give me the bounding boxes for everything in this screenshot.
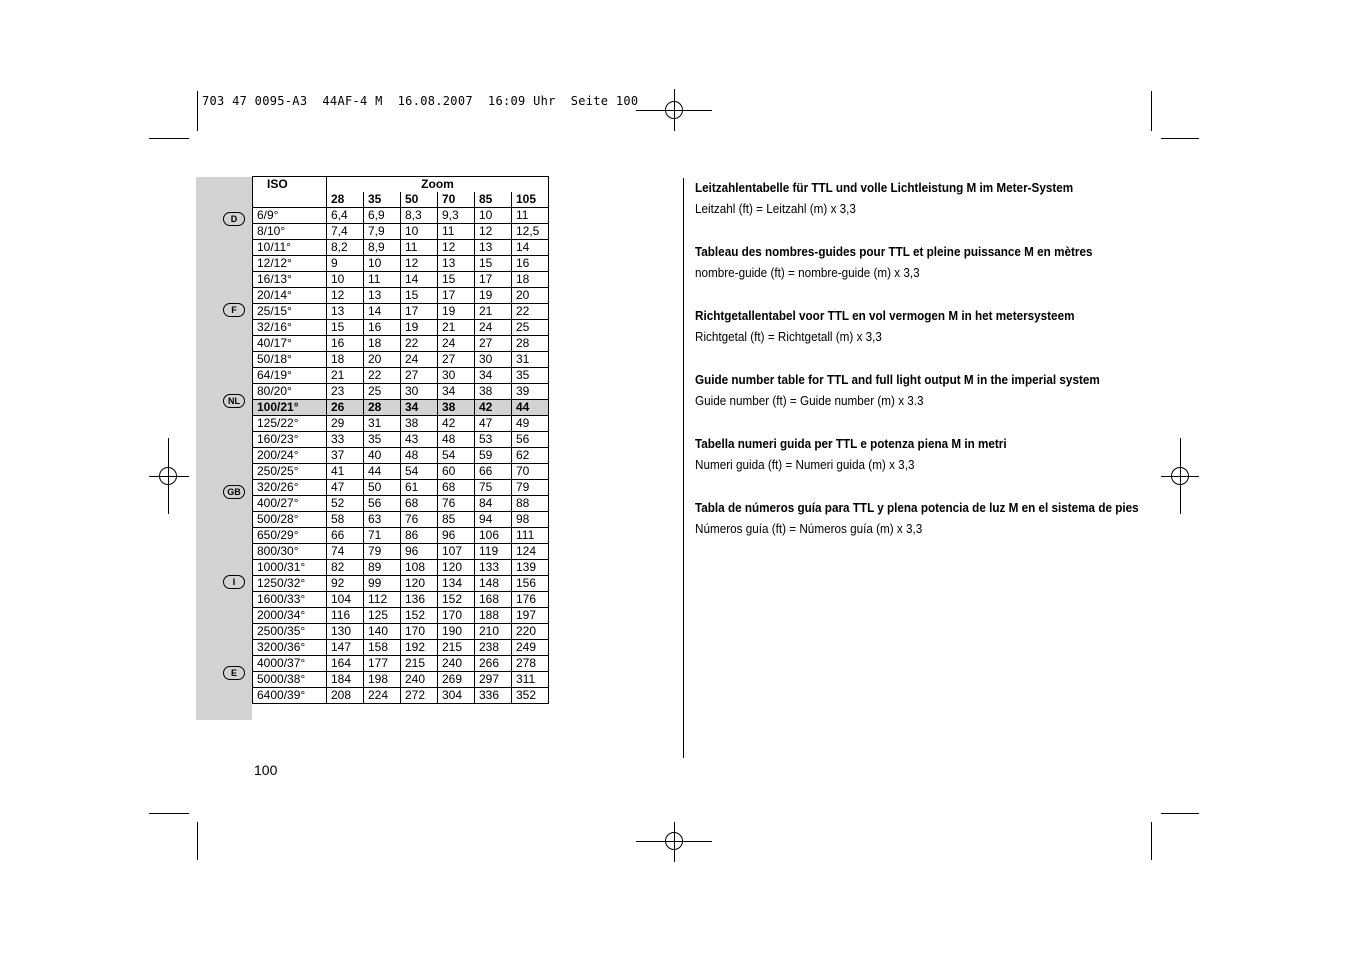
guide-number-cell: 120	[438, 560, 475, 576]
guide-number-cell: 133	[475, 560, 512, 576]
section-title: Guide number table for TTL and full light output M in the imperial system	[695, 372, 1100, 387]
guide-number-cell: 37	[327, 448, 364, 464]
crop-mark	[149, 138, 189, 139]
guide-number-cell: 170	[438, 608, 475, 624]
guide-number-cell: 47	[327, 480, 364, 496]
zoom-header: Zoom	[327, 177, 549, 193]
table-row	[253, 544, 549, 560]
guide-number-cell: 92	[327, 576, 364, 592]
zoom-value-header: 50	[401, 192, 438, 208]
table-header-row-2	[253, 192, 549, 208]
iso-cell: 160/23°	[253, 432, 327, 448]
guide-number-cell: 215	[438, 640, 475, 656]
table-row	[253, 480, 549, 496]
iso-cell: 8/10°	[253, 224, 327, 240]
guide-number-cell: 44	[364, 464, 401, 480]
guide-number-cell: 34	[401, 400, 438, 416]
guide-number-cell: 130	[327, 624, 364, 640]
guide-number-cell: 170	[401, 624, 438, 640]
guide-number-cell: 42	[475, 400, 512, 416]
guide-number-cell: 10	[475, 208, 512, 224]
guide-number-cell: 16	[512, 256, 549, 272]
guide-number-cell: 240	[401, 672, 438, 688]
section-formula: Números guía (ft) = Números guía (m) x 3,3	[695, 521, 923, 536]
iso-cell: 125/22°	[253, 416, 327, 432]
guide-number-cell: 82	[327, 560, 364, 576]
table-row	[253, 464, 549, 480]
guide-number-cell: 76	[438, 496, 475, 512]
guide-number-cell: 15	[327, 320, 364, 336]
guide-number-cell: 20	[512, 288, 549, 304]
guide-number-cell: 31	[364, 416, 401, 432]
section-title: Tabella numeri guida per TTL e potenza piena M in metri	[695, 436, 1007, 451]
guide-number-cell: 16	[327, 336, 364, 352]
table-row	[253, 528, 549, 544]
crop-mark	[197, 822, 198, 860]
guide-number-cell: 66	[327, 528, 364, 544]
guide-number-cell: 311	[512, 672, 549, 688]
guide-number-cell: 30	[401, 384, 438, 400]
guide-number-cell: 14	[364, 304, 401, 320]
guide-number-cell: 11	[401, 240, 438, 256]
guide-number-cell: 240	[438, 656, 475, 672]
guide-number-cell: 6,9	[364, 208, 401, 224]
guide-number-cell: 44	[512, 400, 549, 416]
guide-number-section	[695, 436, 1215, 472]
iso-cell: 10/11°	[253, 240, 327, 256]
guide-number-cell: 24	[401, 352, 438, 368]
guide-number-cell: 25	[364, 384, 401, 400]
guide-number-cell: 156	[512, 576, 549, 592]
language-badge-gb: GB	[223, 485, 245, 499]
table-row	[253, 640, 549, 656]
guide-number-cell: 11	[438, 224, 475, 240]
guide-number-cell: 56	[512, 432, 549, 448]
iso-cell: 5000/38°	[253, 672, 327, 688]
guide-number-cell: 266	[475, 656, 512, 672]
iso-cell: 16/13°	[253, 272, 327, 288]
guide-number-cell: 28	[512, 336, 549, 352]
section-formula: Guide number (ft) = Guide number (m) x 3.3	[695, 393, 924, 408]
iso-cell: 64/19°	[253, 368, 327, 384]
guide-number-cell: 96	[401, 544, 438, 560]
language-badge-fr: F	[223, 303, 245, 317]
section-title: Tableau des nombres-guides pour TTL et pleine puissance M en mètres	[695, 244, 1093, 259]
guide-number-cell: 15	[475, 256, 512, 272]
guide-number-cell: 15	[438, 272, 475, 288]
zoom-value-header: 35	[364, 192, 401, 208]
table-row	[253, 576, 549, 592]
guide-number-cell: 33	[327, 432, 364, 448]
iso-cell: 25/15°	[253, 304, 327, 320]
guide-number-cell: 27	[475, 336, 512, 352]
iso-cell: 800/30°	[253, 544, 327, 560]
registration-circle-icon	[665, 832, 683, 850]
guide-number-cell: 21	[327, 368, 364, 384]
table-row	[253, 256, 549, 272]
section-formula: Numeri guida (ft) = Numeri guida (m) x 3,3	[695, 457, 915, 472]
guide-number-cell: 18	[327, 352, 364, 368]
guide-number-cell: 29	[327, 416, 364, 432]
guide-number-cell: 71	[364, 528, 401, 544]
guide-number-cell: 120	[401, 576, 438, 592]
section-formula: nombre-guide (ft) = nombre-guide (m) x 3,3	[695, 265, 920, 280]
crop-mark	[197, 91, 198, 131]
iso-cell: 500/28°	[253, 512, 327, 528]
guide-number-cell: 9	[327, 256, 364, 272]
guide-number-cell: 224	[364, 688, 401, 704]
iso-cell: 4000/37°	[253, 656, 327, 672]
guide-number-cell: 68	[438, 480, 475, 496]
table-row	[253, 240, 549, 256]
iso-cell: 650/29°	[253, 528, 327, 544]
guide-number-cell: 28	[364, 400, 401, 416]
guide-number-cell: 54	[438, 448, 475, 464]
guide-number-cell: 12	[475, 224, 512, 240]
column-divider	[683, 178, 684, 758]
guide-number-cell: 30	[438, 368, 475, 384]
guide-number-cell: 198	[364, 672, 401, 688]
guide-number-cell: 56	[364, 496, 401, 512]
iso-header: ISO	[253, 177, 327, 193]
guide-number-cell: 134	[438, 576, 475, 592]
guide-number-section	[695, 308, 1215, 344]
registration-circle-icon	[665, 101, 683, 119]
guide-number-cell: 43	[401, 432, 438, 448]
guide-number-cell: 147	[327, 640, 364, 656]
guide-number-cell: 35	[364, 432, 401, 448]
guide-number-cell: 215	[401, 656, 438, 672]
guide-number-cell: 39	[512, 384, 549, 400]
guide-number-section	[695, 180, 1215, 216]
guide-number-cell: 7,9	[364, 224, 401, 240]
guide-number-cell: 210	[475, 624, 512, 640]
guide-number-cell: 13	[364, 288, 401, 304]
table-row	[253, 352, 549, 368]
guide-number-cell: 59	[475, 448, 512, 464]
table-row	[253, 288, 549, 304]
iso-cell: 12/12°	[253, 256, 327, 272]
crop-mark	[149, 813, 189, 814]
guide-number-cell: 148	[475, 576, 512, 592]
guide-number-cell: 20	[364, 352, 401, 368]
section-formula: Richtgetal (ft) = Richtgetall (m) x 3,3	[695, 329, 882, 344]
table-row	[253, 496, 549, 512]
table-row	[253, 512, 549, 528]
guide-number-cell: 89	[364, 560, 401, 576]
guide-number-cell: 96	[438, 528, 475, 544]
guide-number-cell: 17	[401, 304, 438, 320]
guide-number-cell: 21	[475, 304, 512, 320]
iso-cell: 20/14°	[253, 288, 327, 304]
guide-number-table	[252, 176, 549, 704]
guide-number-cell: 158	[364, 640, 401, 656]
print-slug: 703 47 0095-A3 44AF-4 M 16.08.2007 16:09 Uhr Seite 100	[202, 94, 639, 108]
guide-number-cell: 53	[475, 432, 512, 448]
iso-cell: 2500/35°	[253, 624, 327, 640]
language-badge-nl: NL	[223, 394, 245, 408]
guide-number-cell: 297	[475, 672, 512, 688]
guide-number-cell: 31	[512, 352, 549, 368]
guide-number-cell: 76	[401, 512, 438, 528]
guide-number-cell: 38	[438, 400, 475, 416]
table-row	[253, 608, 549, 624]
guide-number-cell: 269	[438, 672, 475, 688]
guide-number-cell: 106	[475, 528, 512, 544]
guide-number-cell: 22	[512, 304, 549, 320]
guide-number-cell: 11	[512, 208, 549, 224]
iso-cell: 1250/32°	[253, 576, 327, 592]
guide-number-cell: 34	[475, 368, 512, 384]
guide-number-cell: 304	[438, 688, 475, 704]
guide-number-cell: 40	[364, 448, 401, 464]
crop-mark	[1151, 822, 1152, 860]
guide-number-cell: 38	[475, 384, 512, 400]
guide-number-cell: 111	[512, 528, 549, 544]
guide-number-cell: 12	[401, 256, 438, 272]
guide-number-cell: 10	[327, 272, 364, 288]
iso-cell: 6400/39°	[253, 688, 327, 704]
guide-number-cell: 62	[512, 448, 549, 464]
guide-number-cell: 7,4	[327, 224, 364, 240]
zoom-value-header: 28	[327, 192, 364, 208]
table-row	[253, 320, 549, 336]
language-sidebar	[196, 177, 252, 720]
guide-number-cell: 152	[401, 608, 438, 624]
guide-number-cell: 190	[438, 624, 475, 640]
guide-number-section	[695, 244, 1215, 280]
guide-number-cell: 8,2	[327, 240, 364, 256]
language-badge-es: E	[223, 666, 245, 680]
iso-cell: 100/21°	[253, 400, 327, 416]
guide-number-cell: 84	[475, 496, 512, 512]
guide-number-cell: 12	[438, 240, 475, 256]
guide-number-cell: 176	[512, 592, 549, 608]
guide-number-cell: 12,5	[512, 224, 549, 240]
guide-number-cell: 11	[364, 272, 401, 288]
guide-number-cell: 86	[401, 528, 438, 544]
guide-number-cell: 27	[438, 352, 475, 368]
guide-number-cell: 47	[475, 416, 512, 432]
guide-number-cell: 124	[512, 544, 549, 560]
guide-number-cell: 24	[475, 320, 512, 336]
table-row	[253, 624, 549, 640]
guide-number-cell: 104	[327, 592, 364, 608]
iso-cell: 1000/31°	[253, 560, 327, 576]
guide-number-cell: 19	[475, 288, 512, 304]
guide-number-cell: 140	[364, 624, 401, 640]
guide-number-cell: 116	[327, 608, 364, 624]
table-row	[253, 272, 549, 288]
guide-number-cell: 88	[512, 496, 549, 512]
iso-cell: 2000/34°	[253, 608, 327, 624]
table-header-row-1	[253, 177, 549, 193]
guide-number-cell: 52	[327, 496, 364, 512]
guide-number-cell: 75	[475, 480, 512, 496]
guide-number-cell: 184	[327, 672, 364, 688]
language-badge-de: D	[223, 212, 245, 226]
table-row	[253, 336, 549, 352]
guide-number-cell: 30	[475, 352, 512, 368]
guide-number-cell: 14	[401, 272, 438, 288]
guide-number-cell: 220	[512, 624, 549, 640]
guide-number-cell: 70	[512, 464, 549, 480]
guide-number-cell: 16	[364, 320, 401, 336]
table-row	[253, 656, 549, 672]
guide-number-cell: 60	[438, 464, 475, 480]
guide-number-cell: 197	[512, 608, 549, 624]
guide-number-cell: 164	[327, 656, 364, 672]
guide-number-cell: 18	[364, 336, 401, 352]
table-row	[253, 672, 549, 688]
guide-number-cell: 17	[475, 272, 512, 288]
guide-number-cell: 8,9	[364, 240, 401, 256]
guide-number-cell: 9,3	[438, 208, 475, 224]
guide-number-cell: 61	[401, 480, 438, 496]
table-row	[253, 688, 549, 704]
table-row	[253, 208, 549, 224]
zoom-value-header: 85	[475, 192, 512, 208]
guide-number-section	[695, 500, 1215, 536]
iso-cell: 1600/33°	[253, 592, 327, 608]
guide-number-cell: 208	[327, 688, 364, 704]
iso-cell: 32/16°	[253, 320, 327, 336]
language-badge-it: I	[223, 575, 245, 589]
guide-number-cell: 48	[401, 448, 438, 464]
guide-number-cell: 15	[401, 288, 438, 304]
guide-number-section	[695, 372, 1215, 408]
guide-number-cell: 14	[512, 240, 549, 256]
guide-number-cell: 49	[512, 416, 549, 432]
table-row	[253, 592, 549, 608]
guide-number-cell: 12	[327, 288, 364, 304]
guide-number-cell: 278	[512, 656, 549, 672]
guide-number-cell: 27	[401, 368, 438, 384]
guide-number-cell: 177	[364, 656, 401, 672]
section-title: Leitzahlentabelle für TTL und volle Lichtleistung M im Meter-System	[695, 180, 1074, 195]
guide-number-cell: 98	[512, 512, 549, 528]
table-row	[253, 384, 549, 400]
guide-number-cell: 108	[401, 560, 438, 576]
crop-mark	[1161, 813, 1199, 814]
table-row	[253, 224, 549, 240]
guide-number-cell: 112	[364, 592, 401, 608]
guide-number-cell: 66	[475, 464, 512, 480]
iso-cell: 6/9°	[253, 208, 327, 224]
table-row	[253, 432, 549, 448]
section-formula: Leitzahl (ft) = Leitzahl (m) x 3,3	[695, 201, 856, 216]
crop-mark	[1151, 91, 1152, 131]
guide-number-cell: 99	[364, 576, 401, 592]
section-title: Richtgetallentabel voor TTL en vol vermogen M in het metersysteem	[695, 308, 1075, 323]
guide-number-cell: 35	[512, 368, 549, 384]
guide-number-cell: 13	[475, 240, 512, 256]
zoom-value-header: 70	[438, 192, 475, 208]
guide-number-cell: 38	[401, 416, 438, 432]
guide-number-cell: 192	[401, 640, 438, 656]
guide-number-cell: 168	[475, 592, 512, 608]
guide-number-cell: 74	[327, 544, 364, 560]
registration-circle-icon	[159, 467, 177, 485]
guide-number-cell: 352	[512, 688, 549, 704]
guide-number-cell: 24	[438, 336, 475, 352]
guide-number-cell: 188	[475, 608, 512, 624]
guide-number-cell: 119	[475, 544, 512, 560]
guide-number-cell: 10	[401, 224, 438, 240]
iso-cell: 200/24°	[253, 448, 327, 464]
guide-number-cell: 79	[364, 544, 401, 560]
table-row	[253, 400, 549, 416]
guide-number-cell: 125	[364, 608, 401, 624]
section-title: Tabla de números guía para TTL y plena potencia de luz M en el sistema de pies	[695, 500, 1139, 515]
table-row	[253, 560, 549, 576]
table-row	[253, 304, 549, 320]
guide-number-cell: 48	[438, 432, 475, 448]
guide-number-cell: 13	[438, 256, 475, 272]
guide-number-cell: 54	[401, 464, 438, 480]
iso-cell: 50/18°	[253, 352, 327, 368]
guide-number-cell: 23	[327, 384, 364, 400]
guide-number-cell: 13	[327, 304, 364, 320]
guide-number-cell: 25	[512, 320, 549, 336]
guide-number-cell: 68	[401, 496, 438, 512]
guide-number-cell: 136	[401, 592, 438, 608]
table-row	[253, 368, 549, 384]
guide-number-cell: 272	[401, 688, 438, 704]
guide-number-cell: 94	[475, 512, 512, 528]
guide-number-cell: 336	[475, 688, 512, 704]
table-row	[253, 448, 549, 464]
iso-cell: 3200/36°	[253, 640, 327, 656]
iso-cell: 40/17°	[253, 336, 327, 352]
guide-number-cell: 79	[512, 480, 549, 496]
guide-number-cell: 249	[512, 640, 549, 656]
guide-number-cell: 107	[438, 544, 475, 560]
guide-number-cell: 26	[327, 400, 364, 416]
guide-number-cell: 10	[364, 256, 401, 272]
page-number: 100	[254, 762, 278, 778]
iso-cell: 400/27°	[253, 496, 327, 512]
guide-number-cell: 6,4	[327, 208, 364, 224]
guide-number-cell: 238	[475, 640, 512, 656]
guide-number-cell: 17	[438, 288, 475, 304]
guide-number-cell: 58	[327, 512, 364, 528]
guide-number-cell: 50	[364, 480, 401, 496]
iso-cell: 80/20°	[253, 384, 327, 400]
guide-number-cell: 18	[512, 272, 549, 288]
iso-cell: 250/25°	[253, 464, 327, 480]
guide-number-cell: 42	[438, 416, 475, 432]
guide-number-cell: 41	[327, 464, 364, 480]
guide-number-cell: 34	[438, 384, 475, 400]
crop-mark	[1161, 138, 1199, 139]
iso-cell: 320/26°	[253, 480, 327, 496]
guide-number-cell: 63	[364, 512, 401, 528]
guide-number-cell: 22	[364, 368, 401, 384]
zoom-value-header: 105	[512, 192, 549, 208]
guide-number-cell: 19	[438, 304, 475, 320]
guide-number-cell: 19	[401, 320, 438, 336]
guide-number-cell: 152	[438, 592, 475, 608]
iso-header-spacer	[253, 192, 327, 208]
guide-number-cell: 21	[438, 320, 475, 336]
guide-number-cell: 139	[512, 560, 549, 576]
guide-number-cell: 22	[401, 336, 438, 352]
table-row	[253, 416, 549, 432]
guide-number-cell: 8,3	[401, 208, 438, 224]
guide-number-cell: 85	[438, 512, 475, 528]
